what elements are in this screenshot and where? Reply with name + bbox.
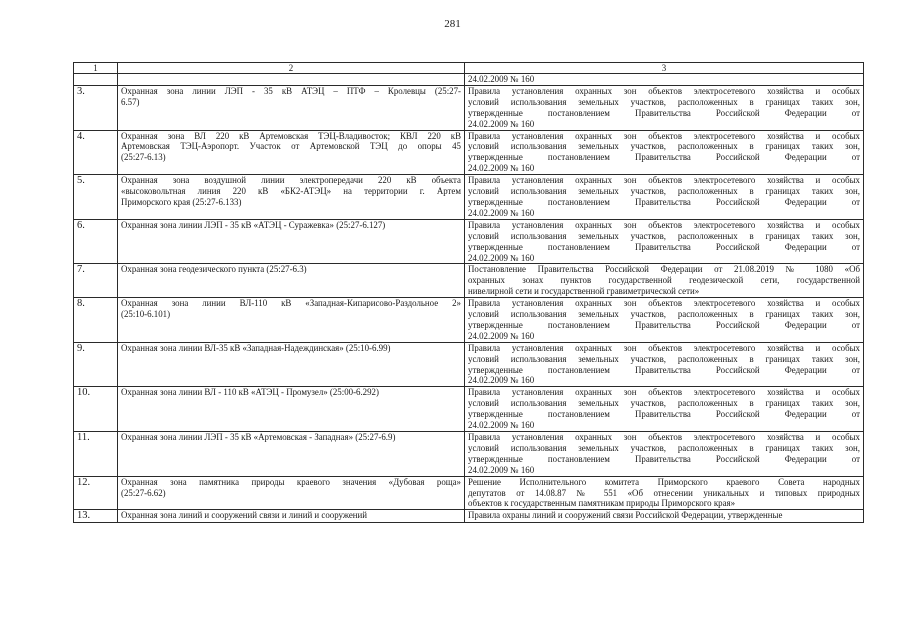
table-header-row (74, 63, 864, 74)
zone-description-cell (118, 219, 465, 264)
legal-basis-line: Правила охраны линий и сооружений связи Российской Федерации, утвержденные (468, 510, 783, 521)
legal-basis-line: утвержденные постановлением Правительства Российской Федерации от (468, 319, 860, 330)
row-number-cell: 9. (74, 342, 118, 387)
legal-basis-cell (465, 130, 864, 175)
legal-basis-line: 24.02.2009 № 160 (468, 118, 535, 129)
legal-basis-line: условий использования земельных участков, расположенных в границах таких зон, (468, 230, 860, 241)
table-row (74, 476, 864, 510)
zone-description-cell (118, 264, 465, 298)
table-row (74, 175, 864, 220)
legal-basis-cell (465, 85, 864, 130)
legal-basis-line: утвержденные постановлением Правительства Российской Федерации от (468, 453, 860, 464)
zone-description-line: Охранная зона линии ВЛ-110 кВ «Западная-Кипарисово-Раздольное 2» (121, 298, 461, 309)
row-number-cell (74, 74, 118, 86)
zone-description-line: Охранная зона ВЛ 220 кВ Артемовская ТЭЦ-Владивосток; КВЛ 220 кВ (121, 130, 461, 141)
zone-description-line: Охранная зона геодезического пункта (25:27-6.3) (121, 264, 307, 275)
zone-description-cell (118, 85, 465, 130)
legal-basis-cell (465, 175, 864, 220)
zone-description-line: 6.57) (121, 96, 140, 107)
legal-basis-line: Постановление Правительства Российской Федерации от 21.08.2019 № 1080 «Об (468, 264, 860, 275)
legal-basis-line: 24.02.2009 № 160 (468, 464, 535, 475)
table-row (74, 432, 864, 477)
table-row (74, 264, 864, 298)
legal-basis-line: утвержденные постановлением Правительства Российской Федерации от (468, 409, 860, 420)
legal-basis-line: Правила установления охранных зон объектов электросетевого хозяйства и особых (468, 342, 860, 353)
column-header: 1 (74, 63, 118, 74)
legal-basis-line: Правила установления охранных зон объектов электросетевого хозяйства и особых (468, 130, 860, 141)
zone-description-line: (25:10-6.101) (121, 309, 171, 320)
legal-basis-line: условий использования земельных участков, расположенных в границах таких зон, (468, 186, 860, 197)
zone-description-line: Охранная зона линий и сооружений связи и линий и сооружений (121, 510, 368, 521)
zone-description-line: (25:27-6.13) (121, 152, 166, 163)
zone-description-cell (118, 175, 465, 220)
zones-table (73, 62, 864, 523)
legal-basis-line: условий использования земельных участков, расположенных в границах таких зон, (468, 141, 860, 152)
legal-basis-line: 24.02.2009 № 160 (468, 207, 535, 218)
column-header: 3 (465, 63, 864, 74)
legal-basis-line: охранных зонах пунктов государственной геодезической сети, государственной (468, 275, 860, 286)
table-row (74, 85, 864, 130)
legal-basis-line: Решение Исполнительного комитета Приморского краевого Совета народных (468, 476, 860, 487)
zone-description-cell (118, 510, 465, 523)
legal-basis-line: Правила установления охранных зон объектов электросетевого хозяйства и особых (468, 432, 860, 442)
zone-description-line: Охранная зона памятника природы краевого значения «Дубовая роща» (121, 476, 461, 487)
zone-description-line: Артемовская ТЭЦ-Аэропорт. Участок от Артемовской ТЭЦ до опоры 45 (121, 141, 461, 152)
legal-basis-line: 24.02.2009 № 160 (468, 375, 535, 386)
zone-description-line: (25:27-6.62) (121, 487, 166, 498)
legal-basis-line: 24.02.2009 № 160 (468, 74, 535, 84)
column-header: 2 (118, 63, 465, 74)
legal-basis-line: утвержденные постановлением Правительства Российской Федерации от (468, 364, 860, 375)
legal-basis-cell (465, 74, 864, 86)
legal-basis-line: Правила установления охранных зон объектов электросетевого хозяйства и особых (468, 219, 860, 230)
table-row (74, 298, 864, 343)
legal-basis-line: утвержденные постановлением Правительства Российской Федерации от (468, 241, 860, 252)
row-number-cell: 13. (74, 510, 118, 523)
row-number-cell: 4. (74, 130, 118, 175)
legal-basis-line: условий использования земельных участков, расположенных в границах таких зон, (468, 353, 860, 364)
legal-basis-cell (465, 387, 864, 432)
row-number-cell: 8. (74, 298, 118, 343)
table-row (74, 387, 864, 432)
legal-basis-cell (465, 342, 864, 387)
zone-description-line: Охранная зона линии ЛЭП - 35 кВ «Артемовская - Западная» (25:27-6.9) (121, 432, 396, 442)
row-number-cell: 10. (74, 387, 118, 432)
zone-description-cell (118, 130, 465, 175)
legal-basis-line: нивелирной сети и государственной гравиметрической сети» (468, 286, 700, 297)
zone-description-cell (118, 476, 465, 510)
legal-basis-cell (465, 510, 864, 523)
zone-description-line: Охранная зона линии ВЛ - 110 кВ «АТЭЦ - Промузел» (25:00-6.292) (121, 387, 379, 398)
zone-description-line: Охранная зона линии ВЛ-35 кВ «Западная-Надеждинская» (25:10-6.99) (121, 342, 391, 353)
zone-description-cell (118, 387, 465, 432)
row-number-cell: 6. (74, 219, 118, 264)
zone-description-cell (118, 74, 465, 86)
legal-basis-line: 24.02.2009 № 160 (468, 163, 535, 174)
legal-basis-cell (465, 432, 864, 477)
row-number-cell: 5. (74, 175, 118, 220)
zone-description-line: «высоковольтная линия 220 кВ «БК2-АТЭЦ» на территории г. Артем (121, 186, 461, 197)
zone-description-line: Приморского края (25:27-6.133) (121, 196, 242, 207)
legal-basis-cell (465, 476, 864, 510)
table-body (74, 74, 864, 523)
legal-basis-cell (465, 219, 864, 264)
row-number-cell: 11. (74, 432, 118, 477)
legal-basis-line: Правила установления охранных зон объектов электросетевого хозяйства и особых (468, 85, 860, 96)
legal-basis-line: 24.02.2009 № 160 (468, 330, 535, 341)
continuation-row (74, 74, 864, 86)
legal-basis-line: 24.02.2009 № 160 (468, 420, 535, 431)
table-row (74, 342, 864, 387)
zone-description-line: Охранная зона линии ЛЭП - 35 кВ АТЭЦ – ПТФ – Кролевцы (25:27- (121, 85, 461, 96)
legal-basis-line: утвержденные постановлением Правительства Российской Федерации от (468, 107, 860, 118)
zone-description-cell (118, 342, 465, 387)
zone-description-cell (118, 298, 465, 343)
row-number-cell: 7. (74, 264, 118, 298)
legal-basis-line: объектов к государственным памятникам природы Приморского края» (468, 498, 736, 509)
table-row (74, 130, 864, 175)
legal-basis-line: условий использования земельных участков, расположенных в границах таких зон, (468, 96, 860, 107)
table-row (74, 510, 864, 523)
legal-basis-line: утвержденные постановлением Правительства Российской Федерации от (468, 196, 860, 207)
zone-description-cell (118, 432, 465, 477)
zone-description-line: Охранная зона линии ЛЭП - 35 кВ «АТЭЦ - Суражевка» (25:27-6.127) (121, 219, 386, 230)
zone-description-line: Охранная зона воздушной линии электропередачи 220 кВ объекта (121, 175, 461, 186)
legal-basis-cell (465, 298, 864, 343)
legal-basis-line: 24.02.2009 № 160 (468, 252, 535, 263)
row-number-cell: 3. (74, 85, 118, 130)
row-number-cell: 12. (74, 476, 118, 510)
legal-basis-line: условий использования земельных участков, расположенных в границах таких зон, (468, 309, 860, 320)
legal-basis-line: Правила установления охранных зон объектов электросетевого хозяйства и особых (468, 175, 860, 186)
legal-basis-line: Правила установления охранных зон объектов электросетевого хозяйства и особых (468, 298, 860, 309)
legal-basis-cell (465, 264, 864, 298)
legal-basis-line: условий использования земельных участков, расположенных в границах таких зон, (468, 398, 860, 409)
table-row (74, 219, 864, 264)
legal-basis-line: условий использования земельных участков, расположенных в границах таких зон, (468, 442, 860, 453)
legal-basis-line: утвержденные постановлением Правительства Российской Федерации от (468, 152, 860, 163)
legal-basis-line: Правила установления охранных зон объектов электросетевого хозяйства и особых (468, 387, 860, 398)
page-number: 281 (444, 18, 461, 30)
legal-basis-line: депутатов от 14.08.87 № 551 «Об отнесении уникальных и типовых природных (468, 487, 860, 498)
